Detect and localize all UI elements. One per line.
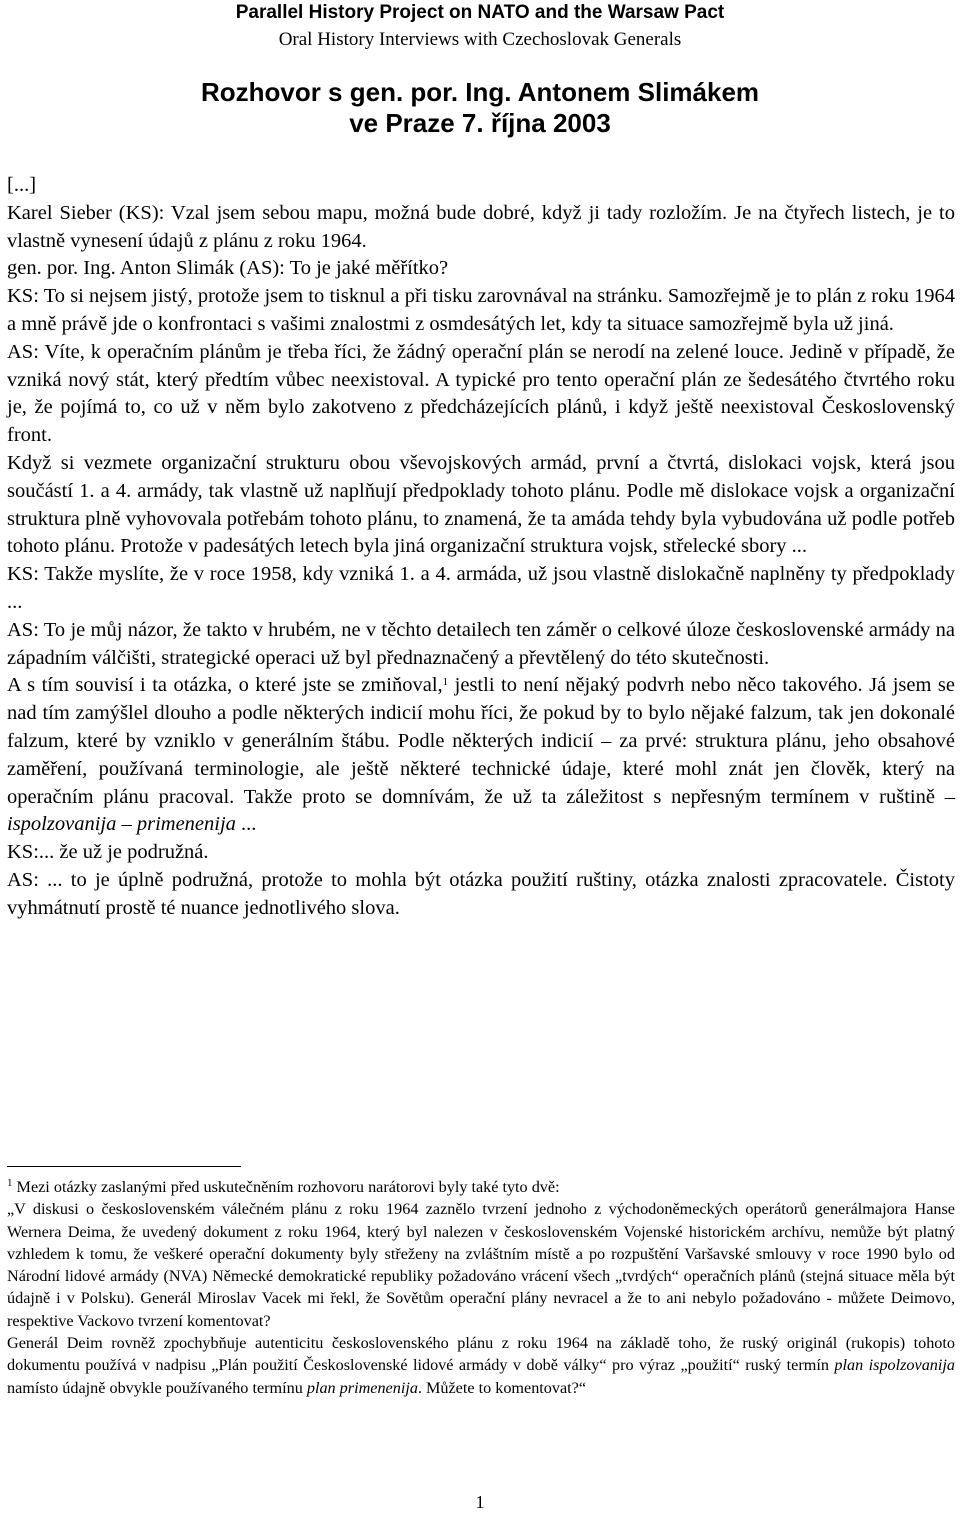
footnotes: [7, 1176, 955, 1399]
paragraph-ks-1958: KS: Takže myslíte, že v roce 1958, kdy vzniká 1. a 4. armáda, už jsou vlastně dislokačně naplněny ty předpoklady ...: [7, 563, 955, 613]
paragraph-ks-print: KS: To si nejsem jistý, protože jsem to tisknul a při tisku zarovnával na stránku. Samozřejmě je to plán z roku 1964 a mně právě jde o konfrontaci s vašimi znalostmi z osmdesátých let, kdy ta situace samozřejmě byla už jiná.: [7, 285, 955, 335]
footnote-q2-italic-1: plan ispolzovanija: [834, 1356, 955, 1375]
paragraph-structure: Když si vezmete organizační strukturu obou vševojskových armád, první a čtvrtá, dislokaci vojsk, která jsou součástí 1. a 4. armády, tak vlastně už naplňují předpoklady tohoto plánu. Podle mě dislokace vojsk a organizační struktura plně vyhovovala potřebám tohoto plánu, to znamená, že ta amáda tehdy byla vybudována už podle potřeb tohoto plánu. Protože v padesátých letech byla jiná organizační struktura vojsk, střelecké sbory ...: [7, 451, 955, 558]
footnote-reference: 1: [442, 676, 449, 689]
forgery-text-c: ...: [235, 813, 257, 836]
interview-title-line1: Rozhovor s gen. por. Ing. Antonem Slimákem: [200, 77, 760, 107]
footnote-intro-text: Mezi otázky zaslanými před uskutečněním rozhovoru narátorovi byly také tyto dvě:: [12, 1178, 560, 1196]
footnote-q2-text-b: namísto údajně obvykle používaného termínu: [7, 1378, 307, 1397]
paragraph-as-plans: AS: Víte, k operačním plánům je třeba říci, že žádný operační plán se nerodí na zelené louce. Jedině v případě, že vzniká nový stát, který předtím vůbec neexistoval. A typické pro tento operační plán ze šedesátého čtvrtého roku je, že pojímá to, co už v něm bylo zakotveno z předcházejících plánů, i když ještě neexistoval Československý front.: [7, 340, 955, 447]
paragraph-ellipsis: [...]: [7, 174, 37, 196]
paragraph-as-scale: gen. por. Ing. Anton Slimák (AS): To je jaké měřítko?: [7, 257, 449, 280]
forgery-text-b: jestli to není nějaký podvrh nebo něco takového. Já jsem se nad tím zamýšlel dlouho a podle některých indicií mohu říci, že pokud by to bylo nějaké falzum, tak jen dokonalé falzum, které by vzniklo v generálním štábu. Podle některých indicií – za prvé: struktura plánu, jeho obsahové zaměření, používaná terminologie, ale ještě některé technické údaje, které mohl znát jen člověk, který na operačním plánu pracoval. Takže proto se domnívám, že už ta záležitost s nepřesným termínem v ruštině –: [7, 674, 955, 808]
paragraph-forgery: [7, 672, 955, 839]
forgery-italic-terms: ispolzovanija – primenenija: [7, 813, 236, 836]
footnote-intro: [7, 1176, 955, 1198]
paragraph-ks-map: Karel Sieber (KS): Vzal jsem sebou mapu, možná bude dobré, když ji tady rozložím. Je na čtyřech listech, je to vlastně vynesení údajů z plánu z roku 1964.: [7, 201, 955, 252]
footnote-q2-italic-2: plan primenenija: [306, 1378, 418, 1397]
forgery-text-a: A s tím souvisí i ta otázka, o které jste se zmiňoval,: [7, 674, 443, 697]
footnote-q2-text-c: . Můžete to komentovat?“: [417, 1378, 587, 1397]
paragraph-as-opinion: AS: To je můj názor, že takto v hrubém, ne v těchto detailech ten záměr o celkové úloze československé armády na západním válčišti, strategické operaci už byl přednaznačený a převtělený do této skutečnosti.: [7, 618, 955, 669]
footnote-separator: [7, 1166, 241, 1167]
footnote-question-1: „V diskusi o československém válečném plánu z roku 1964 zaznělo tvrzení jednoho z východoněmeckých operátorů generálmajora Hanse Wernera Deima, že uvedený dokument z roku 1964, který byl nalezen v československém Vojenské historickém archívu, nemůže být platný vzhledem k tomu, že veškeré operační dokumenty byly střeženy na zvláštním místě a po rozpuštění Varšavské smlouvy v roce 1990 bylo od Národní lidové armády (NVA) Německé demokratické republiky požadováno vrácení všech „tvrdých“ operačních plánů (stejná situace měla být údajně i v Polsku). Generál Miroslav Vacek mi řekl, že Sovětům operační plány nevracel a že to ani nebylo požadováno - můžete Deimovo, respektive Vackovo tvrzení komentovat?: [7, 1200, 955, 1330]
paragraph-as-minor: AS: ... to je úplně podružná, protože to mohla být otázka použití ruštiny, otázka znalosti zpracovatele. Čistoty vyhmátnutí prostě té nuance jednotlivého slova.: [7, 868, 955, 919]
footnote-question-2: [7, 1332, 955, 1399]
interview-body: [7, 172, 955, 923]
page-number: 1: [475, 1492, 485, 1512]
footnote-marker: 1: [7, 1177, 13, 1189]
paragraph-ks-minor: KS:... že už je podružná.: [7, 841, 209, 864]
interview-title: [0, 77, 960, 139]
series-subtitle: Oral History Interviews with Czechoslovak Generals: [278, 29, 682, 50]
footnote-q2-text-a: Generál Deim rovněž zpochybňuje autenticitu československého plánu z roku 1964 na základě toho, že ruský originál (rukopis) tohoto dokumentu používá v nadpisu „Plán použití Československé lidové armády v době války“ pro výraz „použití“ ruský termín: [7, 1334, 955, 1375]
project-title: Parallel History Project on NATO and the Warsaw Pact: [235, 2, 725, 23]
interview-title-line2: ve Praze 7. října 2003: [349, 108, 611, 138]
